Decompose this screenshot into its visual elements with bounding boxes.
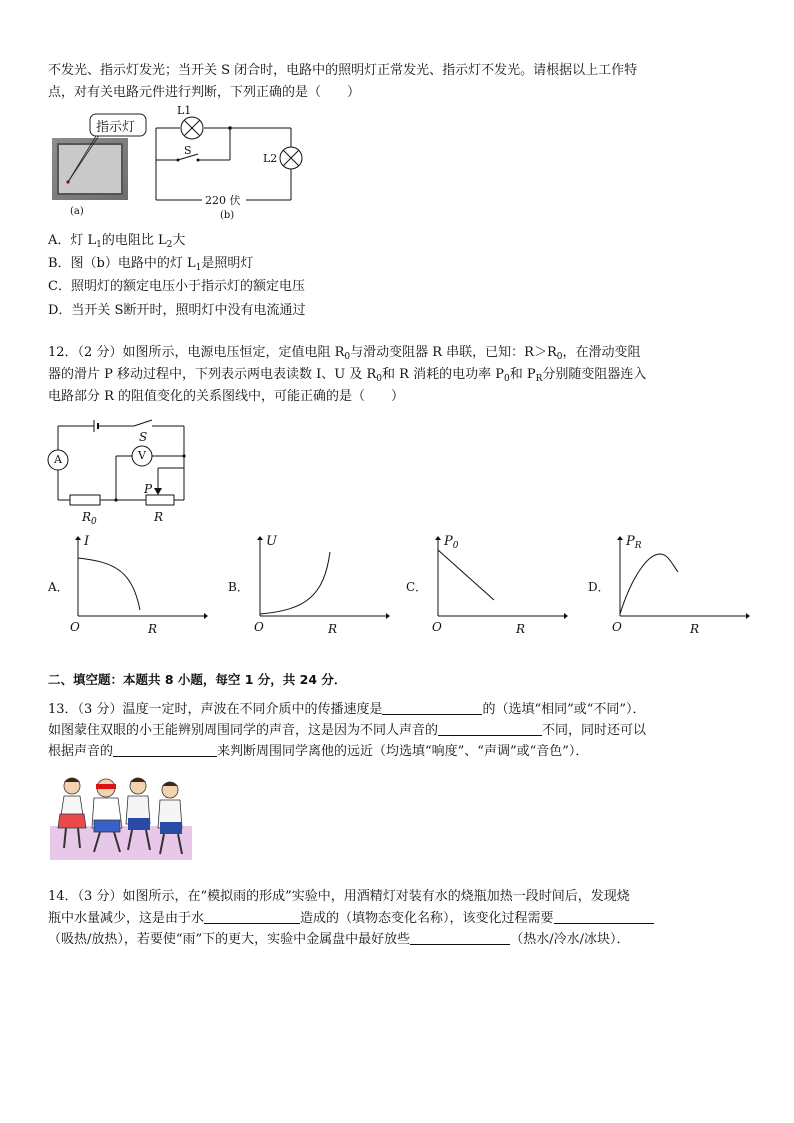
q12-text-line2: 器的滑片 P 移动过程中，下列表示两电表读数 I、U 及 $R_0$和 R 消耗的电功率 $P_0$和 $P_R$分别随变阻器连入 — [48, 367, 647, 384]
graph-a-origin: O — [70, 620, 80, 634]
graph-c-y-label: $P_0$ — [444, 534, 459, 551]
q12-text-line1: 12．（2 分）如图所示，电源电压恒定，定值电阻 $R_0$与滑动变阻器 R 串联，已知：$R>R_0$，在滑动变阻 — [48, 345, 641, 362]
graph-b-origin: O — [254, 620, 264, 634]
graph-a-I-vs-R — [74, 536, 208, 620]
graph-b-y-label: U — [266, 534, 277, 549]
q11-option-d: D．当开关 S断开时，照明灯中没有电流通过 — [48, 303, 306, 318]
lamp-L2-label: L2 — [263, 152, 278, 165]
q13-text-line3: 根据声音的 来判断周围同学离他的远近（均选填“响度”、“声调”或“音色”）． — [48, 744, 589, 759]
q14-text-line2: 瓶中水量减少，这是由于水 造成的（填物态变化名称），该变化过程需要 — [48, 910, 654, 928]
q14-blank-2[interactable] — [554, 910, 654, 924]
q12-circuit — [44, 416, 194, 528]
graph-b-option-label: B． — [228, 580, 249, 594]
graph-d-option-label: D． — [588, 580, 610, 594]
q11-option-c: C．照明灯的额定电压小于指示灯的额定电压 — [48, 279, 305, 294]
ammeter-A-label: A — [54, 453, 62, 466]
q14-blank-3[interactable] — [410, 931, 510, 945]
indicator-tag-label: 指示灯 — [96, 120, 136, 135]
q13-blank-2[interactable] — [438, 722, 542, 736]
resistor-R0-label: $R_0$ — [82, 510, 97, 527]
q13-blank-3[interactable] — [113, 743, 217, 757]
slider-P-label: P — [144, 482, 153, 496]
graph-a-option-label: A． — [48, 580, 69, 594]
blindfold-game-picture — [50, 770, 192, 860]
graph-d-y-label: $P_R$ — [626, 534, 642, 551]
q11-text-line1: 不发光、指示灯发光；当开关 S 闭合时，电路中的照明灯正常发光、指示灯不发光。请根据以上工作特 — [48, 63, 638, 78]
graph-c-origin: O — [432, 620, 442, 634]
q12-text-line3: 电路部分 R 的阻值变化的关系图线中，可能正确的是（ ） — [48, 389, 405, 404]
graph-a-y-label: I — [84, 534, 90, 549]
lamp-L1-label: L1 — [177, 104, 192, 117]
q11-option-a: A．灯 $L_1$的电阻比 $L_2$大 — [48, 233, 186, 250]
q14-text-line1: 14．（3 分）如图所示，在“模拟雨的形成”实验中，用酒精灯对装有水的烧瓶加热一段时间后，发现烧 — [48, 889, 630, 904]
graph-b-x-label: R — [328, 622, 338, 636]
voltmeter-V-label: V — [138, 449, 146, 462]
q13-text-line1: 13．（3 分）温度一定时，声波在不同介质中的传播速度是 的（选填“相同”或“不同”）． — [48, 702, 646, 717]
fig-a-caption: (a) — [70, 206, 84, 217]
rheostat-R-label: R — [154, 510, 164, 524]
voltage-220-label: 220 伏 — [205, 194, 241, 207]
series-circuit-diagram — [44, 416, 194, 528]
fig-b-caption: (b) — [220, 210, 235, 221]
q12-graph-options — [40, 532, 760, 642]
q11-figure-a — [52, 112, 162, 220]
graph-d-origin: O — [612, 620, 622, 634]
graph-c-option-label: C． — [406, 580, 428, 594]
q11-text-line2: 点，对有关电路元件进行判断，下列正确的是（ ） — [48, 85, 361, 100]
q11-option-b: B．图（b）电路中的灯 $L_1$是照明灯 — [48, 256, 254, 273]
switch-S-label: S — [139, 430, 148, 444]
q13-text-line2: 如图蒙住双眼的小王能辨别周围同学的声音，这是因为不同人声音的 不同，同时还可以 — [48, 723, 647, 738]
q14-blank-1[interactable] — [204, 910, 300, 924]
graph-c-x-label: R — [516, 622, 526, 636]
graph-a-x-label: R — [148, 622, 158, 636]
q13-blank-1[interactable] — [382, 701, 482, 715]
switch-S-label: S — [184, 144, 192, 157]
q13-children-illustration — [50, 770, 192, 860]
q14-text-line3: （吸热/放热），若要使“雨”下的更大，实验中金属盘中最好放些 （热水/冷水/冰块）． — [48, 932, 630, 947]
graph-d-x-label: R — [690, 622, 700, 636]
section-2-heading: 二、填空题：本题共 8 小题，每空 1 分，共 24 分． — [48, 672, 347, 687]
q11-figure-b — [150, 104, 310, 224]
